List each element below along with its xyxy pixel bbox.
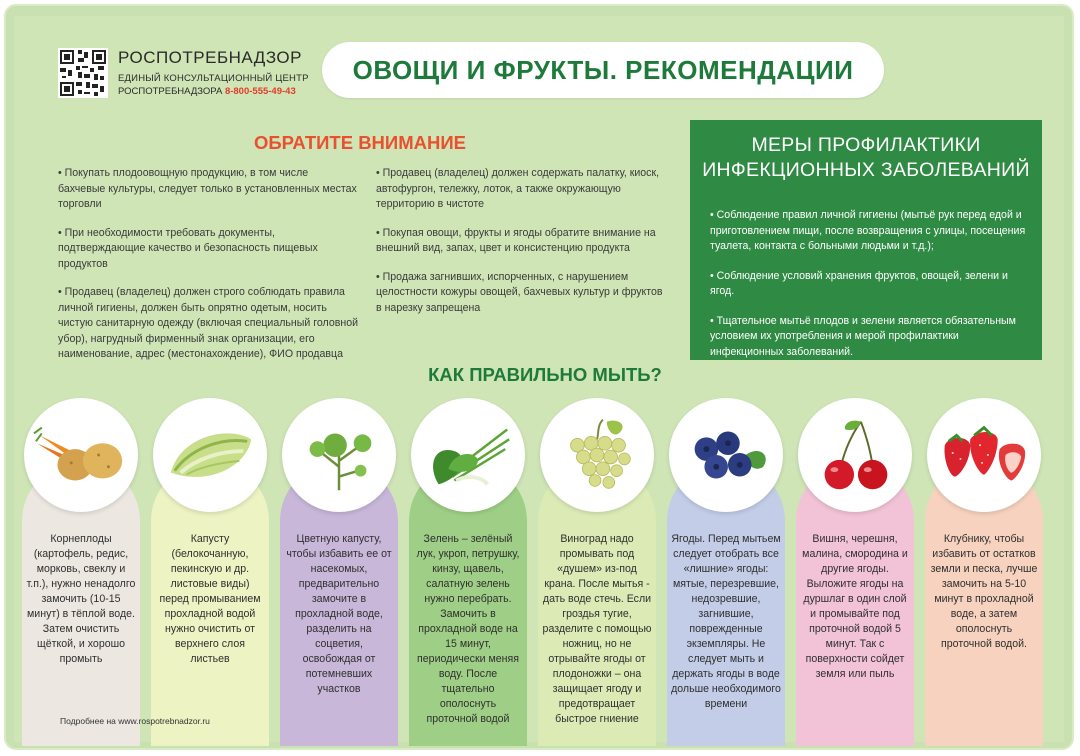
wash-card-text: Корнеплоды (картофель, редис, морковь, свеклу и т.п.), нужно ненадолго замочить (10-15 минут) в тёплой воде. Затем очистить щёткой, и хорошо промыть (26, 533, 136, 665)
hotline-phone: 8-800-555-49-43 (224, 86, 296, 97)
wash-card-text: Виноград надо промывать под «душем» из-под крана. После мытья - дать воде стечь. Если гроздья тугие, разделите с помощью ножниц, но не отрывайте ягоды от плодоножки – она защищает ягоду и предотвращает быстрое гниение (542, 533, 652, 725)
org-block (118, 48, 309, 97)
wash-heading: КАК ПРАВИЛЬНО МЫТЬ? (428, 364, 662, 385)
greens-icon (419, 415, 517, 495)
wash-card-root-vegetables (22, 398, 140, 738)
grapes-icon (548, 415, 646, 495)
wash-card-circle (411, 398, 525, 512)
prevention-list (710, 208, 1028, 374)
wash-card-cabbage (151, 398, 269, 738)
attention-left-column (58, 166, 358, 376)
page-title: ОВОЩИ И ФРУКТЫ. РЕКОМЕНДАЦИИ (322, 42, 884, 98)
wash-card-circle (540, 398, 654, 512)
org-name: РОСПОТРЕБНАДЗОР (118, 48, 302, 67)
wash-card-circle (669, 398, 783, 512)
wash-card-text: Клубнику, чтобы избавить от остатков земли и песка, лучше замочить на 5-10 минут в прохладной воде, а затем ополоснуть проточной водой. (930, 533, 1038, 650)
prevention-item: • Тщательное мытьё плодов и зелени является обязательным условием их употребления и мерой профилактики инфекционных заболеваний. (710, 314, 1016, 358)
attention-item: • Покупая овощи, фрукты и ягоды обратите внимание на внешний вид, запах, цвет и консистенцию продукта (376, 226, 656, 254)
attention-item: • Покупать плодоовощную продукцию, в том числе бахчевые культуры, следует только в установленных местах торговли (58, 167, 357, 210)
org-subtitle-2 (118, 86, 309, 97)
attention-item: • Продавец (владелец) должен строго соблюдать правила личной гигиены, должен быть опрятно одетым, носить чистую санитарную одежду (включая специальный головной убор), нагрудный фирменный знак организации, его наименование, адрес (местонахождение), ФИО продавца (58, 286, 359, 360)
strawberries-icon (935, 415, 1033, 495)
attention-item: • При необходимости требовать документы, подтверждающие качество и безопасность пищевых продуктов (58, 226, 318, 270)
org-subtitle: ЕДИНЫЙ КОНСУЛЬТАЦИОННЫЙ ЦЕНТР (118, 73, 309, 84)
attention-middle-column (376, 166, 666, 329)
wash-card-circle (282, 398, 396, 512)
wash-card-grapes (538, 398, 656, 738)
footer-link-text: Подробнее на www.rospotrebnadzor.ru (60, 716, 210, 726)
prevention-title-line-1: МЕРЫ ПРОФИЛАКТИКИ (751, 134, 981, 156)
wash-card-circle (24, 398, 138, 512)
prevention-item: • Соблюдение условий хранения фруктов, овощей, зелени и ягод. (710, 269, 1008, 297)
wash-card-text: Зелень – зелёный лук, укроп, петрушку, кинзу, щавель, салатную зелень нужно перебрать. Замочить в прохладной воде на 15 минут, периодически меняя воду. После тщательно ополоснуть проточной водой (416, 533, 520, 725)
wash-card-circle (798, 398, 912, 512)
wash-card-cauliflower (280, 398, 398, 738)
cherries-icon (806, 415, 904, 495)
wash-card-text: Ягоды. Перед мытьем следует отобрать все «лишние» ягоды: мятые, перезревшие, недозревшие, загнившие, поврежденные экземпляры. Не следует мыть и держать ягоды в воде дольше необходимого времени (671, 533, 781, 710)
wash-card-text: Цветную капусту, чтобы избавить ее от насекомых, предварительно замочите в прохладной воде, разделить на соцветия, освобождая от потемневших участков (286, 533, 392, 695)
prevention-title (690, 133, 1042, 183)
wash-card-strawberries (925, 398, 1043, 738)
wash-card-blueberries (667, 398, 785, 738)
wash-card-greens (409, 398, 527, 738)
wash-card-text: Капусту (белокочанную, пекинскую и др. листовые виды) перед промыванием прохладной водой нужно очистить от верхнего слоя листьев (159, 533, 261, 665)
org-subtitle-name: РОСПОТРЕБНАДЗОРА (118, 86, 223, 97)
cauliflower-icon (290, 415, 388, 495)
attention-item: • Продавец (владелец) должен содержать палатку, киоск, автофургон, тележку, лоток, а также окружающую территорию в чистоте (376, 167, 660, 210)
wash-card-circle (927, 398, 1041, 512)
attention-item: • Продажа загнивших, испорченных, с нарушением целостности кожуры овощей, бахчевых культур и фруктов в нарезку запрещена (376, 270, 663, 314)
attention-heading: ОБРАТИТЕ ВНИМАНИЕ (253, 132, 466, 153)
qr-code-icon (58, 48, 108, 98)
wash-card-circle (153, 398, 267, 512)
prevention-item: • Соблюдение правил личной гигиены (мытьё рук перед едой и приготовлением пищи, после возвращения с улицы, посещения туалета, контакта с больными людьми и т.д.); (710, 209, 1026, 252)
blueberries-icon (677, 415, 775, 495)
wash-card-text: Вишня, черешня, малина, смородина и другие ягоды. Выложите ягоды на дуршлаг в один слой и промывайте под проточной водой 5 минут. Так с поверхности сойдет земля или пыль (802, 533, 908, 680)
prevention-title-line-2: ИНФЕКЦИОННЫХ ЗАБОЛЕВАНИЙ (702, 159, 1030, 181)
wash-card-cherries (796, 398, 914, 738)
cabbage-icon (161, 415, 259, 495)
root-vegetables-icon (32, 415, 130, 495)
prevention-box (690, 120, 1042, 360)
